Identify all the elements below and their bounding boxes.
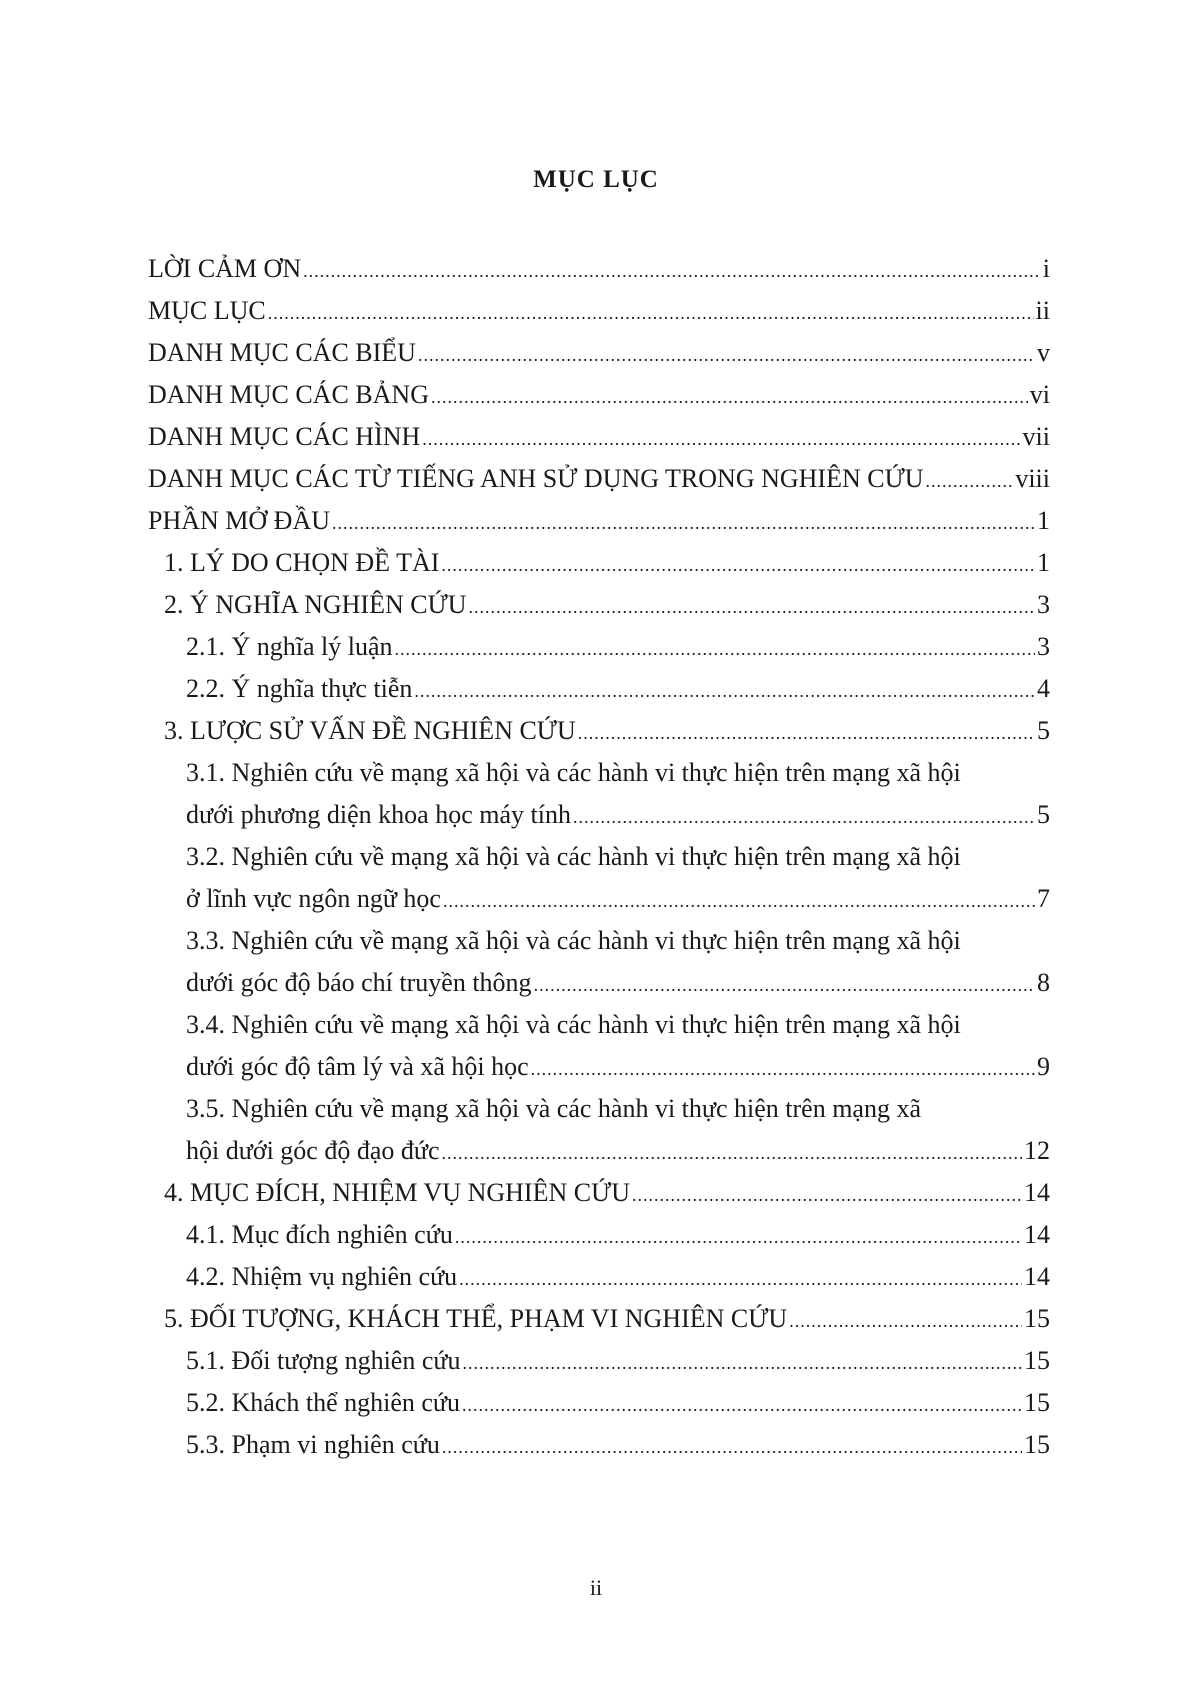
toc-entry[interactable]	[0, 586, 1192, 628]
toc-entry-title: 4.2. Nhiệm vụ nghiên cứu	[186, 1262, 458, 1291]
dot-leader	[443, 882, 1035, 920]
toc-entry-title-continued: dưới phương diện khoa học máy tính	[186, 800, 571, 829]
dot-leader	[462, 1386, 1022, 1424]
toc-entry[interactable]	[0, 1006, 1192, 1090]
dot-leader	[455, 1218, 1022, 1256]
toc-entry-title-continued: hội dưới góc độ đạo đức	[186, 1136, 440, 1165]
toc-entry-title: 2.2. Ý nghĩa thực tiễn	[186, 674, 413, 703]
toc-page-number: 4	[1037, 674, 1050, 703]
toc-entry[interactable]	[0, 1216, 1192, 1258]
dot-leader	[469, 588, 1035, 626]
toc-entry[interactable]	[0, 544, 1192, 586]
toc-entry-title: 4. MỤC ĐÍCH, NHIỆM VỤ NGHIÊN CỨU	[164, 1178, 631, 1207]
toc-page-number: v	[1037, 338, 1050, 367]
toc-entry-title: 4.1. Mục đích nghiên cứu	[186, 1220, 453, 1249]
dot-leader	[395, 630, 1035, 668]
toc-entry-title-continued: dưới góc độ báo chí truyền thông	[186, 968, 532, 997]
dot-leader	[534, 966, 1035, 1004]
dot-leader	[459, 1260, 1022, 1298]
toc-page-number: 1	[1037, 506, 1050, 535]
dot-leader	[441, 546, 1035, 584]
toc-entry[interactable]	[0, 418, 1192, 460]
toc-page-number: 15	[1024, 1304, 1050, 1333]
toc-entry[interactable]	[0, 712, 1192, 754]
toc-entry[interactable]	[0, 838, 1192, 922]
toc-entry[interactable]	[0, 1342, 1192, 1384]
toc-entry-title: MỤC LỤC	[148, 296, 266, 325]
toc-page-number: i	[1042, 254, 1050, 283]
dot-leader	[422, 420, 1020, 458]
toc-page-number: 12	[1024, 1136, 1050, 1165]
toc-page-number: 5	[1037, 800, 1050, 829]
toc-entry-title: 3. LƯỢC SỬ VẤN ĐỀ NGHIÊN CỨU	[164, 716, 576, 745]
page-number: ii	[589, 1575, 603, 1600]
toc-entry-title: 5.2. Khách thể nghiên cứu	[186, 1388, 461, 1417]
toc-entry[interactable]	[0, 292, 1192, 334]
dot-leader	[442, 1134, 1023, 1172]
table-of-contents	[0, 250, 1192, 1468]
page-title: MỤC LỤC	[533, 166, 659, 193]
toc-entry-title: 3.1. Nghiên cứu về mạng xã hội và các hành vi thực hiện trên mạng xã hội	[186, 758, 961, 787]
toc-entry[interactable]	[0, 334, 1192, 376]
toc-page-number: ii	[1035, 296, 1050, 325]
toc-page-number: 15	[1024, 1346, 1050, 1375]
toc-page-number: 15	[1024, 1388, 1050, 1417]
toc-entry-title: 5.3. Phạm vi nghiên cứu	[186, 1430, 440, 1459]
toc-entry-title: LỜI CẢM ƠN	[148, 254, 302, 283]
toc-entry[interactable]	[0, 1090, 1192, 1174]
dot-leader	[303, 252, 1041, 290]
dot-leader	[926, 462, 1014, 500]
dot-leader	[789, 1302, 1022, 1340]
dot-leader	[462, 1344, 1022, 1382]
dot-leader	[268, 294, 1034, 332]
toc-page-number: viii	[1015, 464, 1050, 493]
toc-entry-title: PHẦN MỞ ĐẦU	[148, 506, 331, 535]
toc-page-number: 3	[1037, 590, 1050, 619]
toc-entry-title: 3.3. Nghiên cứu về mạng xã hội và các hành vi thực hiện trên mạng xã hội	[186, 926, 961, 955]
toc-page-number: vi	[1029, 380, 1050, 409]
toc-page-number: 15	[1024, 1430, 1050, 1459]
toc-page-number: 14	[1024, 1220, 1050, 1249]
toc-entry-title: DANH MỤC CÁC BẢNG	[148, 380, 429, 409]
dot-leader	[442, 1428, 1022, 1466]
toc-page-number: 1	[1037, 548, 1050, 577]
toc-page-number: 8	[1037, 968, 1050, 997]
toc-entry[interactable]	[0, 1426, 1192, 1468]
dot-leader	[632, 1176, 1022, 1214]
toc-entry[interactable]	[0, 1384, 1192, 1426]
dot-leader	[578, 714, 1035, 752]
toc-page-number: 7	[1037, 884, 1050, 913]
toc-entry[interactable]	[0, 628, 1192, 670]
toc-entry-title: DANH MỤC CÁC TỪ TIẾNG ANH SỬ DỤNG TRONG NGHIÊN CỨU	[148, 464, 924, 493]
toc-entry[interactable]	[0, 502, 1192, 544]
toc-entry-title-continued: ở lĩnh vực ngôn ngữ học	[186, 884, 441, 913]
toc-entry[interactable]	[0, 670, 1192, 712]
dot-leader	[531, 1050, 1035, 1088]
toc-page-number: 14	[1024, 1178, 1050, 1207]
toc-entry-title: DANH MỤC CÁC HÌNH	[148, 422, 421, 451]
toc-entry[interactable]	[0, 250, 1192, 292]
toc-entry-title: 5. ĐỐI TƯỢNG, KHÁCH THỂ, PHẠM VI NGHIÊN CỨU	[164, 1304, 788, 1333]
toc-entry-title: 3.4. Nghiên cứu về mạng xã hội và các hành vi thực hiện trên mạng xã hội	[186, 1010, 961, 1039]
dot-leader	[431, 378, 1028, 416]
toc-page-number: 9	[1037, 1052, 1050, 1081]
dot-leader	[418, 336, 1035, 374]
toc-entry-title: 2.1. Ý nghĩa lý luận	[186, 632, 393, 661]
toc-page-number: 3	[1037, 632, 1050, 661]
toc-entry[interactable]	[0, 754, 1192, 838]
toc-entry-title: 3.5. Nghiên cứu về mạng xã hội và các hành vi thực hiện trên mạng xã	[186, 1094, 922, 1123]
dot-leader	[573, 798, 1035, 836]
toc-entry[interactable]	[0, 1258, 1192, 1300]
toc-entry-title: 2. Ý NGHĨA NGHIÊN CỨU	[164, 590, 467, 619]
toc-entry-title: 3.2. Nghiên cứu về mạng xã hội và các hành vi thực hiện trên mạng xã hội	[186, 842, 961, 871]
toc-entry[interactable]	[0, 1174, 1192, 1216]
toc-entry-title: 5.1. Đối tượng nghiên cứu	[186, 1346, 461, 1375]
toc-page-number: 5	[1037, 716, 1050, 745]
toc-entry-title: 1. LÝ DO CHỌN ĐỀ TÀI	[164, 548, 440, 577]
toc-entry-title: DANH MỤC CÁC BIỂU	[148, 338, 416, 367]
dot-leader	[332, 504, 1035, 542]
toc-entry[interactable]	[0, 1300, 1192, 1342]
toc-entry[interactable]	[0, 460, 1192, 502]
toc-entry-title-continued: dưới góc độ tâm lý và xã hội học	[186, 1052, 529, 1081]
dot-leader	[414, 672, 1035, 710]
toc-entry[interactable]	[0, 922, 1192, 1006]
toc-entry[interactable]	[0, 376, 1192, 418]
toc-page-number: vii	[1022, 422, 1050, 451]
toc-page-number: 14	[1024, 1262, 1050, 1291]
